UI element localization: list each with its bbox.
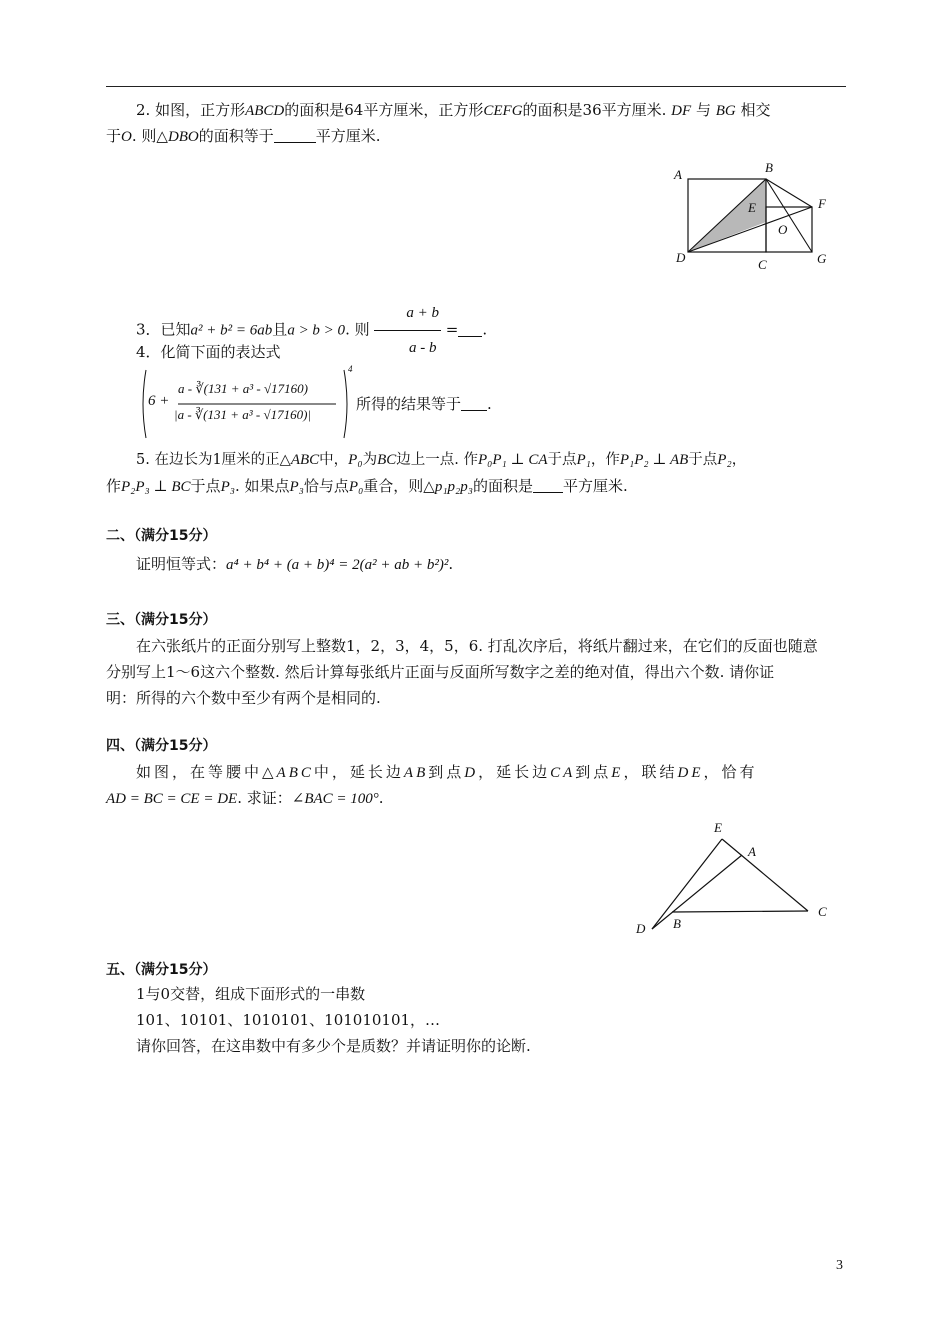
problem-3-text: 3．已知a² + b² = 6ab且a > b > 0. 则 $\frac{a + b}{a - b}$ = .: [106, 296, 846, 365]
six-plus: 6 +: [148, 393, 170, 409]
power: 4: [348, 364, 353, 374]
section-2-heading: 二、（满分15分）: [106, 528, 217, 544]
label-g: G: [817, 251, 827, 266]
problem-5-line1: 5. 在边长为1厘米的正△ABC中，P₀为BC边上一点. 作P₀P₁ ⊥ CA于点P₁，作P₁P₂ ⊥ AB于点P₂，: [136, 452, 747, 468]
problem-2-figure: [660, 155, 840, 275]
segment-de: [652, 839, 722, 929]
section-3-heading: 三、（满分15分）: [106, 612, 217, 628]
section-5-line2: 101、10101、1010101、101010101，…: [136, 1011, 441, 1029]
problem-2-text: 2. 如图，正方形ABCD的面积是64平方厘米，正方形CEFG的面积是36平方厘米. DF 与 BG 相交: [136, 101, 771, 119]
header-rule: [106, 86, 846, 87]
label-d: D: [676, 250, 686, 265]
section-3-line1: 在六张纸片的正面分别写上整数1，2，3，4，5，6. 打乱次序后，将纸片翻过来，在它们的反面也随意: [136, 637, 818, 655]
segment-bf: [766, 179, 812, 207]
segment-bg: [766, 179, 812, 252]
label-c: C: [818, 904, 827, 919]
numerator: a - ∛(131 + a³ - √17160): [178, 381, 308, 396]
section-5-heading: 五、（满分15分）: [106, 962, 217, 978]
square-cefg: [766, 207, 812, 252]
label-c: C: [758, 257, 767, 272]
denominator: |a - ∛(131 + a³ - √17160)|: [174, 407, 312, 422]
answer-blank[interactable]: [461, 394, 487, 411]
section-4-figure: [628, 815, 838, 940]
problem-4-label: 4．化简下面的表达式: [136, 343, 281, 361]
problem-4-tail: 所得的结果等于 .: [356, 395, 492, 413]
label-b: B: [765, 160, 773, 175]
label-e: E: [748, 200, 756, 215]
label-f: F: [818, 196, 826, 211]
segment-ec: [722, 839, 808, 911]
problem-4-expression: [138, 366, 518, 442]
segment-bc: [672, 911, 808, 912]
segment-da: [652, 855, 742, 929]
section-4-line1: 如图，在等腰中△ABC中，延长边AB到点D，延长边CA到点E，联结DE，恰有: [136, 763, 758, 781]
problem-2-text-line2: 于O. 则△DBO的面积等于 平方厘米.: [106, 127, 381, 145]
section-3-line2: 分别写上1～6这六个整数. 然后计算每张纸片正面与反面所写数字之差的绝对值，得出六个数. 请你证: [106, 663, 775, 681]
section-4-heading: 四、（满分15分）: [106, 738, 217, 754]
fraction: $\frac{a + b}{a - b}$: [374, 296, 441, 365]
label-d: D: [636, 921, 646, 936]
label-o: O: [778, 222, 788, 237]
answer-blank[interactable]: [458, 320, 482, 337]
problem-5-line2: 作P₂P₃ ⊥ BC于点P₃. 如果点P₃恰与点P₀重合，则△p₁p₂p₃的面积是 平方厘米.: [106, 477, 628, 495]
label-a: A: [674, 167, 682, 182]
label-a: A: [748, 844, 756, 859]
section-4-line2: AD = BC = CE = DE. 求证：∠BAC = 100°.: [106, 789, 384, 807]
page-number: 3: [836, 1258, 843, 1273]
answer-blank[interactable]: [533, 476, 563, 493]
label-e: E: [714, 820, 722, 835]
section-3-line3: 明：所得的六个数中至少有两个是相同的.: [106, 689, 381, 707]
answer-blank[interactable]: [274, 126, 316, 143]
section-5-line3: 请你回答，在这串数中有多少个是质数？并请证明你的论断.: [136, 1037, 531, 1055]
section-2-body: 证明恒等式：a⁴ + b⁴ + (a + b)⁴ = 2(a² + ab + b²)².: [136, 555, 454, 573]
label-b: B: [673, 916, 681, 931]
section-5-line1: 1与0交替，组成下面形式的一串数: [136, 985, 366, 1003]
expression-brackets: [138, 366, 358, 442]
